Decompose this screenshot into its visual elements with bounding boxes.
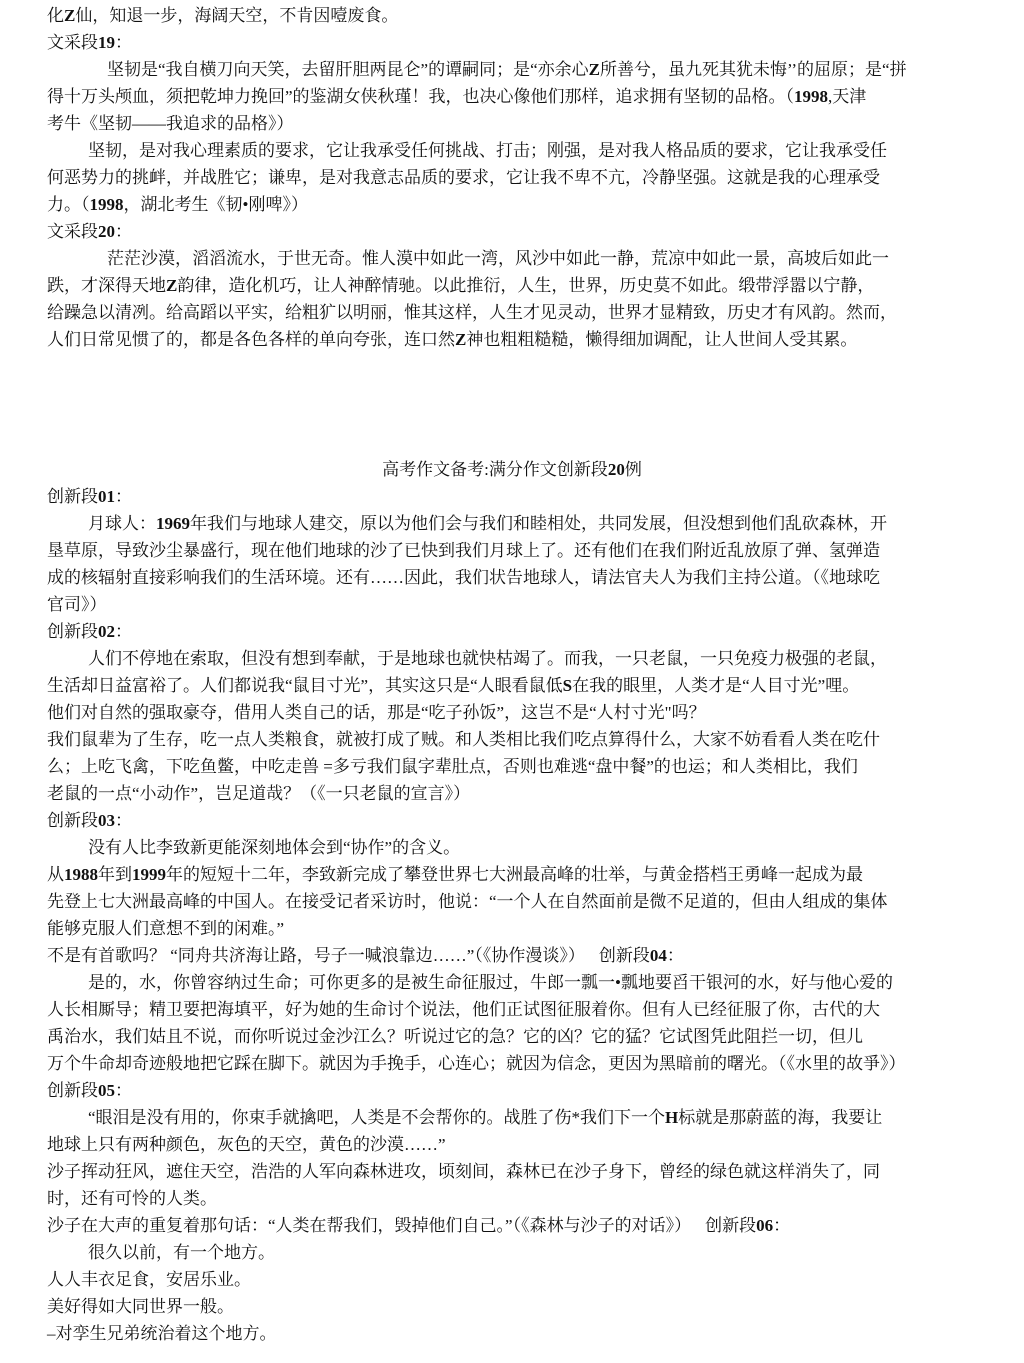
paragraph-line: 人长相厮导；精卫要把海填平，好为她的生命讨个说法，他们正试图征服着你。但有人已经征服了你，古代的大 [47,1000,880,1019]
latin-bold-run: 20 [98,222,115,241]
paragraph-line: 何恶势力的挑衅，并战胜它；谦卑，是对我意志品质的要求，它让我不卑不亢，冷静坚强。这就是我的心理承受 [47,168,880,187]
paragraph-line-text: 不是有首歌吗？ “同舟共济海让路，号子一喊浪靠边……”（《协作漫谈》） [47,946,585,965]
latin-bold-run: Z [455,330,467,349]
latin-bold-run: 03 [98,811,115,830]
paragraph-line: 垦草原，导致沙尘暴盛行，现在他们地球的沙了已快到我们月球上了。还有他们在我们附近乱放原了弹、氢弹造 [47,541,880,560]
latin-bold-run: 05 [98,1081,115,1100]
paragraph-line: –对孪生兄弟统治着这个地方。 [47,1324,277,1343]
paragraph-line: 能够克服人们意想不到的闲难。” [47,919,285,938]
paragraph-line: 他们对自然的强取豪夺，借用人类自己的话，那是“吃子孙饭”，这岂不是“人村寸光"吗？ [47,703,706,722]
latin-bold-run: 1999 [132,865,166,884]
paragraph-line: 么；上吃飞禽，下吃鱼鳖，中吃走兽 =多亏我们鼠字辈肚点，否则也难逃“盘中餐”的也运；和人类相比，我们 [47,757,858,776]
latin-bold-run: S [562,676,573,695]
paragraph-line: 美好得如大同世界一般。 [47,1297,234,1316]
paragraph-line: 茫茫沙漠，滔滔流水，于世无奇。惟人漠中如此一湾，风沙中如此一静，荒凉中如此一景，高坡后如此一 [107,249,889,268]
latin-bold-run: 01 [98,487,115,506]
paragraph-line: 月球人：1969年我们与地球人建交，原以为他们会与我们和睦相处，共同发展，但没想到他们乱砍森林，开 [88,514,887,533]
paragraph-line: 成的核辐射直接彩响我们的生活环境。还有……因此，我们状告地球人，请法官夫人为我们主持公道。（《地球吃 [47,568,880,587]
latin-bold-run: 19 [98,33,115,52]
section-chuangxin [47,456,1024,1347]
paragraph-line: 万个牛命却奇迹般地把它踩在脚下。就因为手挽手，心连心；就因为信念，更因为黑暗前的曙光。（《水里的故爭》） [47,1054,906,1073]
latin-bold-run: 1998 [89,195,124,214]
paragraph-line: 从1988年到1999年的短短十二年，李致新完成了攀登世界七大洲最高峰的壮举，与黄金搭档王勇峰一起成为最 [47,865,863,884]
paragraph-line: 化Z仙，知退一步，海阔天空，不肯因噎废食。 [47,6,399,25]
section-wencai [47,2,1024,353]
paragraph-line: 没有人比李致新更能深刻地体会到“协作”的含义。 [88,838,461,857]
paragraph-line: 跌，才深得天地Z韵律，造化机巧，让人神醉情驰。以此推衍，人生，世界，历史莫不如此。缎带浮嚣以宁静， [47,276,875,295]
paragraph-line: 坚韧，是对我心理素质的要求，它让我承受任何挑战、打击；刚强，是对我人格品质的要求，它让我承受任 [88,141,887,160]
paragraph-line: 官司》） [47,595,107,614]
paragraph-line: 时，还有可怜的人类。 [47,1189,217,1208]
latin-bold-run: Z [588,60,600,79]
paragraph-line: 老鼠的一点“小动作”，岂足道哉？（《一只老鼠的宣言》） [47,784,471,803]
section-heading: 创新段03： [47,811,132,830]
paragraph-line: 人们日常见惯了的，都是各色各样的单向夸张，连口然Z神也粗粗糙糙，懒得细加调配，让人世间人受其累。 [47,330,858,349]
paragraph-line: 人们不停地在索取，但没有想到奉献，于是地球也就快枯竭了。而我，一只老鼠，一只免疫力极强的老鼠， [88,649,887,668]
paragraph-line: 得十万头颅血，须把乾坤力挽回”的鉴湖女侠秋瑾！我，也决心像他们那样，追求拥有坚韧的品格。（1998,天津 [47,87,867,106]
paragraph-line-with-heading [47,1212,1024,1239]
paragraph-line: 很久以前，有一个地方。 [88,1243,275,1262]
latin-bold-run: 1988 [64,865,98,884]
latin-bold-run: 04 [649,946,667,965]
page-title: 高考作文备考:满分作文创新段20例 [382,460,642,479]
paragraph-line: 沙子挥动狂风，遮住天空，浩浩的人军向森林进攻，顷刻间，森林已在沙子身下，曾经的绿色就这样消失了，同 [47,1162,880,1181]
latin-bold-run: 1969 [156,514,190,533]
section-heading: 创新段05： [47,1081,132,1100]
paragraph-line: 给躁急以清冽。给高蹈以平实，给粗犷以明丽，惟其这样，人生才见灵动，世界才显精致，历史才有风韵。然而， [47,303,897,322]
paragraph-line: 禹治水，我们姑且不说，而你听说过金沙江么？听说过它的急？它的凶？它的猛？它试图凭此阻拦一切，但儿 [47,1027,863,1046]
latin-bold-run: 06 [756,1216,774,1235]
paragraph-line: 地球上只有两种颜色，灰色的天空，黄色的沙漠……” [47,1135,446,1154]
latin-bold-run: Z [166,276,178,295]
section-heading: 创新段06： [705,1216,791,1235]
paragraph-line: 是的，水，你曾容纳过生命；可你更多的是被生命征服过，牛郎一瓢一•瓢地要舀干银河的水，好与他心爱的 [88,973,893,992]
paragraph-line: 人人丰衣足食，安居乐业。 [47,1270,251,1289]
latin-bold-run: 1998 [794,87,829,106]
paragraph-line-text: 沙子在大声的重复着那句话：“人类在帮我们，毁掉他们自己。”（《森林与沙子的对话》） [47,1216,692,1235]
latin-bold-run: 02 [98,622,115,641]
paragraph-line: 考牛《坚韧——我追求的品格》） [47,114,294,133]
paragraph-line: 先登上七大洲最高峰的中国人。在接受记者采访时，他说：“一个人在自然面前是微不足道的，但由人组成的集体 [47,892,888,911]
section-heading: 创新段02： [47,622,132,641]
section-heading: 文采段19： [47,33,132,52]
paragraph-line: 我们鼠辈为了生存，吃一点人类粮食，就被打成了贼。和人类相比我们吃点算得什么，大家不妨看看人类在吃什 [47,730,880,749]
section-heading: 创新段01： [47,487,132,506]
latin-bold-run: Z [64,6,76,25]
paragraph-line: 生活却日益富裕了。人们都说我“鼠目寸光”，其实这只是“人眼看鼠低S在我的眼里，人类才是“人目寸光”哩。 [47,676,860,695]
section-heading: 文采段20： [47,222,132,241]
section-heading: 创新段04： [598,946,684,965]
paragraph-line: “眼泪是没有用的，你束手就擒吧，人类是不会帮你的。战胜了伤*我们下一个H标就是那蔚蓝的海，我要让 [88,1108,883,1127]
paragraph-line-with-heading [47,942,1024,969]
latin-bold-run: 20 [607,460,625,479]
paragraph-line: 力。（1998，湖北考生《韧•刚啤》） [47,195,308,214]
paragraph-line: 坚韧是“我自横刀向天笑，去留肝胆两昆仑”的谭嗣同；是“亦余心Z所善兮，虽九死其犹未悔’’的屈原；是“拼 [107,60,907,79]
latin-bold-run: H [665,1108,679,1127]
